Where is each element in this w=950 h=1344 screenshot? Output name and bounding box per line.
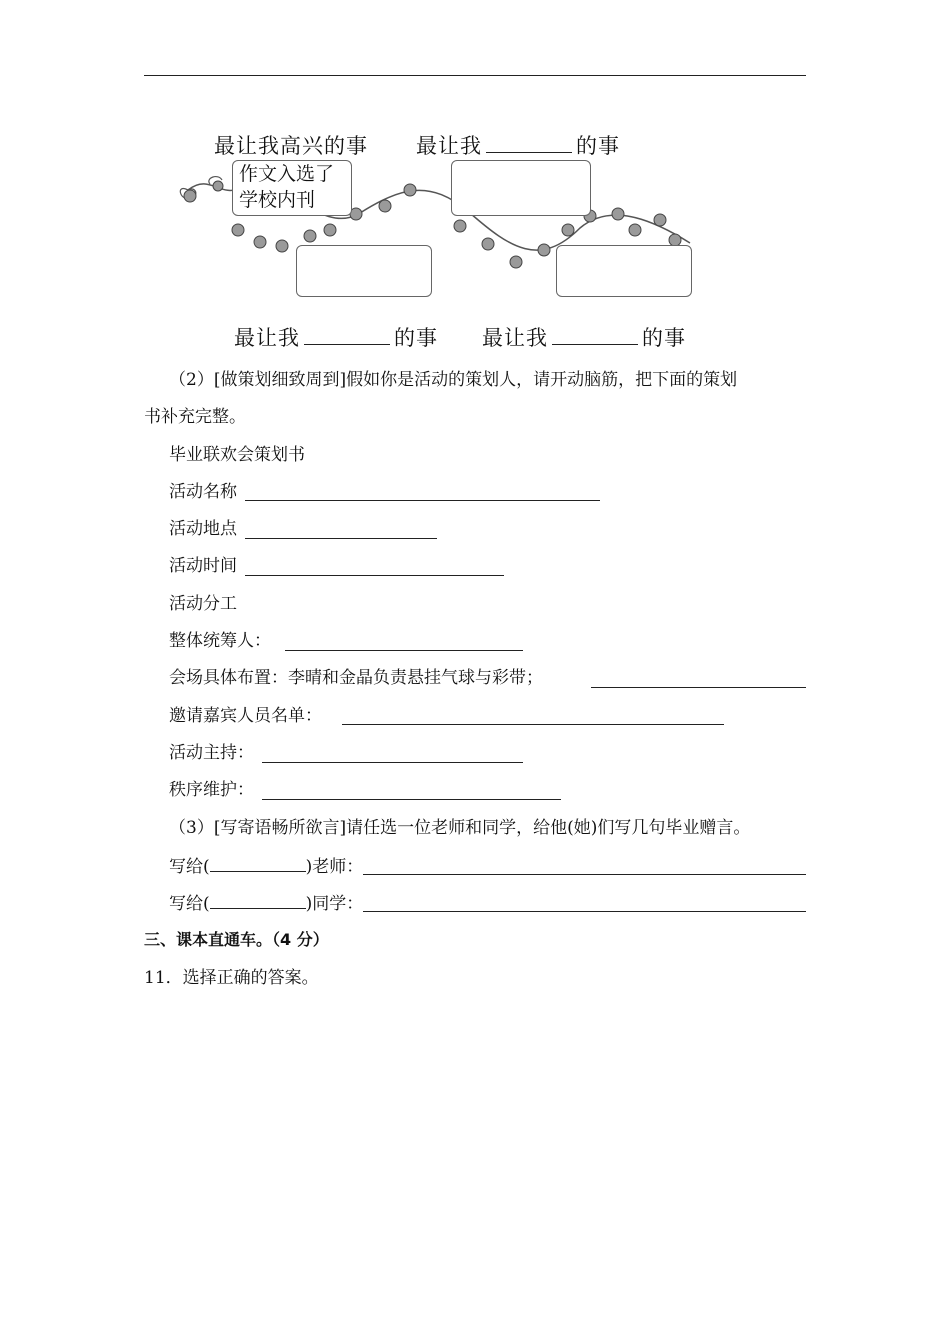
teacher-name-blank[interactable] [210, 853, 306, 872]
activity-place-label: 活动地点 [169, 519, 237, 539]
caption-bottom-left [234, 322, 438, 352]
caption-blank[interactable] [486, 134, 572, 153]
student-suffix: )同学： [305, 894, 364, 914]
host-label: 活动主持： [169, 743, 254, 763]
header-rule [144, 75, 806, 76]
heart-icon [404, 184, 416, 196]
caption-prefix: 最让我 [416, 134, 482, 158]
heart-icon [232, 224, 244, 236]
caption-top-right [416, 130, 620, 160]
q2-intro-line2: 书补充完整。 [144, 407, 246, 427]
caption-bottom-right [482, 322, 686, 352]
activity-division-label: 活动分工 [169, 594, 237, 614]
heart-icon [538, 244, 550, 256]
q2-plan-title: 毕业联欢会策划书 [169, 445, 305, 465]
student-line [169, 890, 363, 916]
happy-events-figure [170, 118, 710, 358]
heart-icon [379, 200, 391, 212]
activity-name-blank[interactable] [245, 500, 600, 501]
heart-icon [324, 224, 336, 236]
coordinator-blank[interactable] [285, 650, 523, 651]
student-prefix: 写给( [169, 894, 210, 914]
venue-blank[interactable] [591, 687, 806, 688]
host-blank[interactable] [262, 762, 523, 763]
heart-icon [510, 256, 522, 268]
caption-suffix: 的事 [576, 134, 620, 158]
heart-icon [562, 224, 574, 236]
guests-label: 邀请嘉宾人员名单： [169, 706, 322, 726]
box-text-line1: 作文入选了 [239, 163, 335, 185]
activity-name-label: 活动名称 [169, 482, 237, 502]
guests-blank[interactable] [342, 724, 724, 725]
teacher-prefix: 写给( [169, 857, 210, 877]
caption-prefix: 最让我 [482, 326, 548, 350]
q2-intro-line1: （2）[做策划细致周到]假如你是活动的策划人，请开动脑筋，把下面的策划 [169, 370, 738, 390]
caption-suffix: 的事 [642, 326, 686, 350]
activity-time-blank[interactable] [245, 575, 504, 576]
caption-prefix: 最让我 [234, 326, 300, 350]
event-box-2[interactable] [451, 160, 591, 216]
coordinator-label: 整体统筹人： [169, 631, 271, 651]
activity-time-label: 活动时间 [169, 556, 237, 576]
heart-icon [629, 224, 641, 236]
order-label: 秩序维护： [169, 780, 254, 800]
event-box-4[interactable] [556, 245, 692, 297]
q3-intro: （3）[写寄语畅所欲言]请任选一位老师和同学，给他(她)们写几句毕业赠言。 [169, 818, 751, 838]
heart-icon [213, 181, 223, 191]
event-box-3[interactable] [296, 245, 432, 297]
section3-heading: 三、课本直通车。（4 分） [144, 930, 329, 949]
heart-icon [482, 238, 494, 250]
caption-suffix: 的事 [394, 326, 438, 350]
caption-blank[interactable] [552, 326, 638, 345]
q11-prompt: 11．选择正确的答案。 [144, 968, 319, 988]
heart-icon [454, 220, 466, 232]
student-message-blank[interactable] [363, 911, 806, 912]
box-text-line2: 学校内刊 [239, 189, 316, 211]
student-name-blank[interactable] [210, 890, 306, 909]
heart-icon [304, 230, 316, 242]
heart-icon [276, 240, 288, 252]
teacher-line [169, 853, 363, 879]
caption-blank[interactable] [304, 326, 390, 345]
heart-icon [612, 208, 624, 220]
teacher-suffix: )老师： [305, 857, 364, 877]
caption-happiest: 最让我高兴的事 [214, 134, 368, 158]
activity-place-blank[interactable] [245, 538, 437, 539]
venue-label: 会场具体布置：李晴和金晶负责悬挂气球与彩带； [169, 668, 543, 688]
order-blank[interactable] [262, 799, 561, 800]
teacher-message-blank[interactable] [363, 874, 806, 875]
event-box-1 [232, 160, 352, 216]
heart-icon [254, 236, 266, 248]
heart-icon [654, 214, 666, 226]
heart-icon [184, 190, 196, 202]
